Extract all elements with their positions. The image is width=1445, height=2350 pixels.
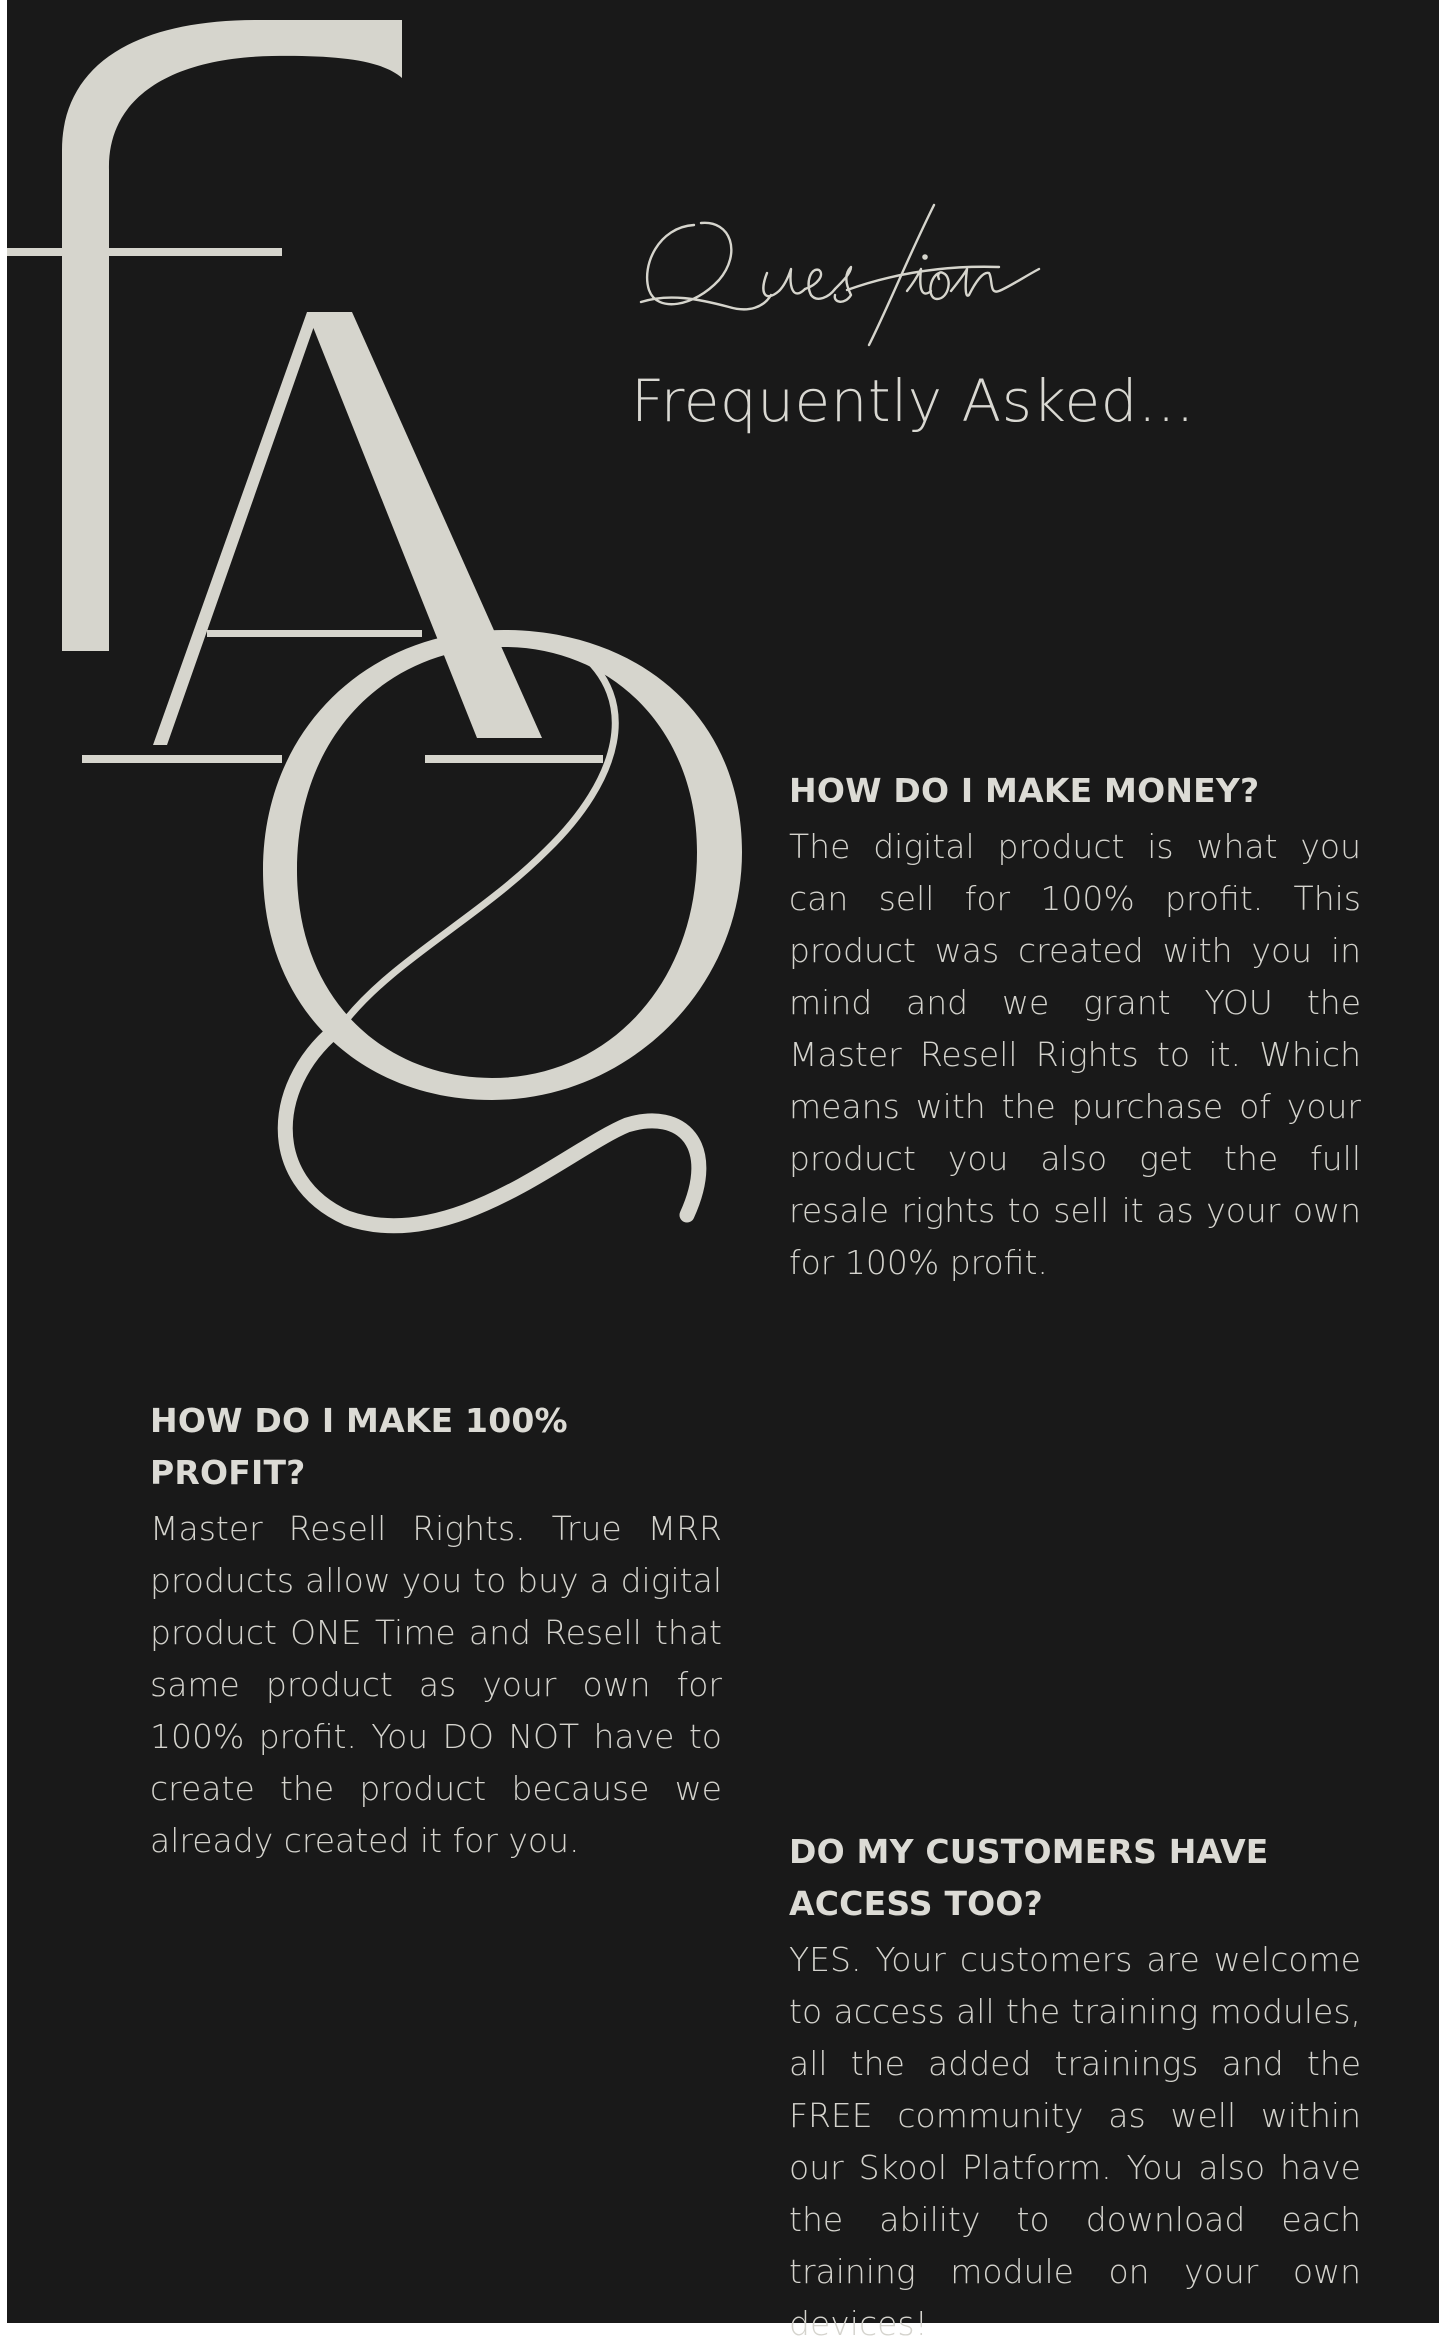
faq-item-customer-access [789, 1826, 1361, 2350]
page-subtitle: Frequently Asked... [631, 367, 1195, 435]
faq-question: DO MY CUSTOMERS HAVE ACCESS TOO? [789, 1832, 1269, 1923]
faq-item-profit [150, 1395, 722, 1867]
faq-question: HOW DO I MAKE MONEY? [789, 771, 1260, 810]
faq-question: HOW DO I MAKE 100% PROFIT? [150, 1401, 568, 1492]
faq-answer: The digital product is what you can sell for 100% profit. This product was created with you in mind and we grant YOU the Master Resell Rights to it. Which means with the purchase of your product you also get the full resale rights to sell it as your own for 100% profit. [789, 827, 1361, 1282]
faq-answer: Master Resell Rights. True MRR products allow you to buy a digital product ONE Time and Resell that same product as your own for 100% profit. You DO NOT have to create the product because we already created it for you. [150, 1509, 722, 1860]
faq-monogram-logo [7, 0, 767, 1240]
faq-answer: YES. Your customers are welcome to access all the training modules, all the added trainings and the FREE community as well within our Skool Platform. You also have the ability to download each training module on your own devices! [789, 1940, 1361, 2343]
faq-page [7, 0, 1439, 2343]
faq-item-make-money [789, 765, 1361, 1289]
script-title-question [639, 195, 1059, 355]
